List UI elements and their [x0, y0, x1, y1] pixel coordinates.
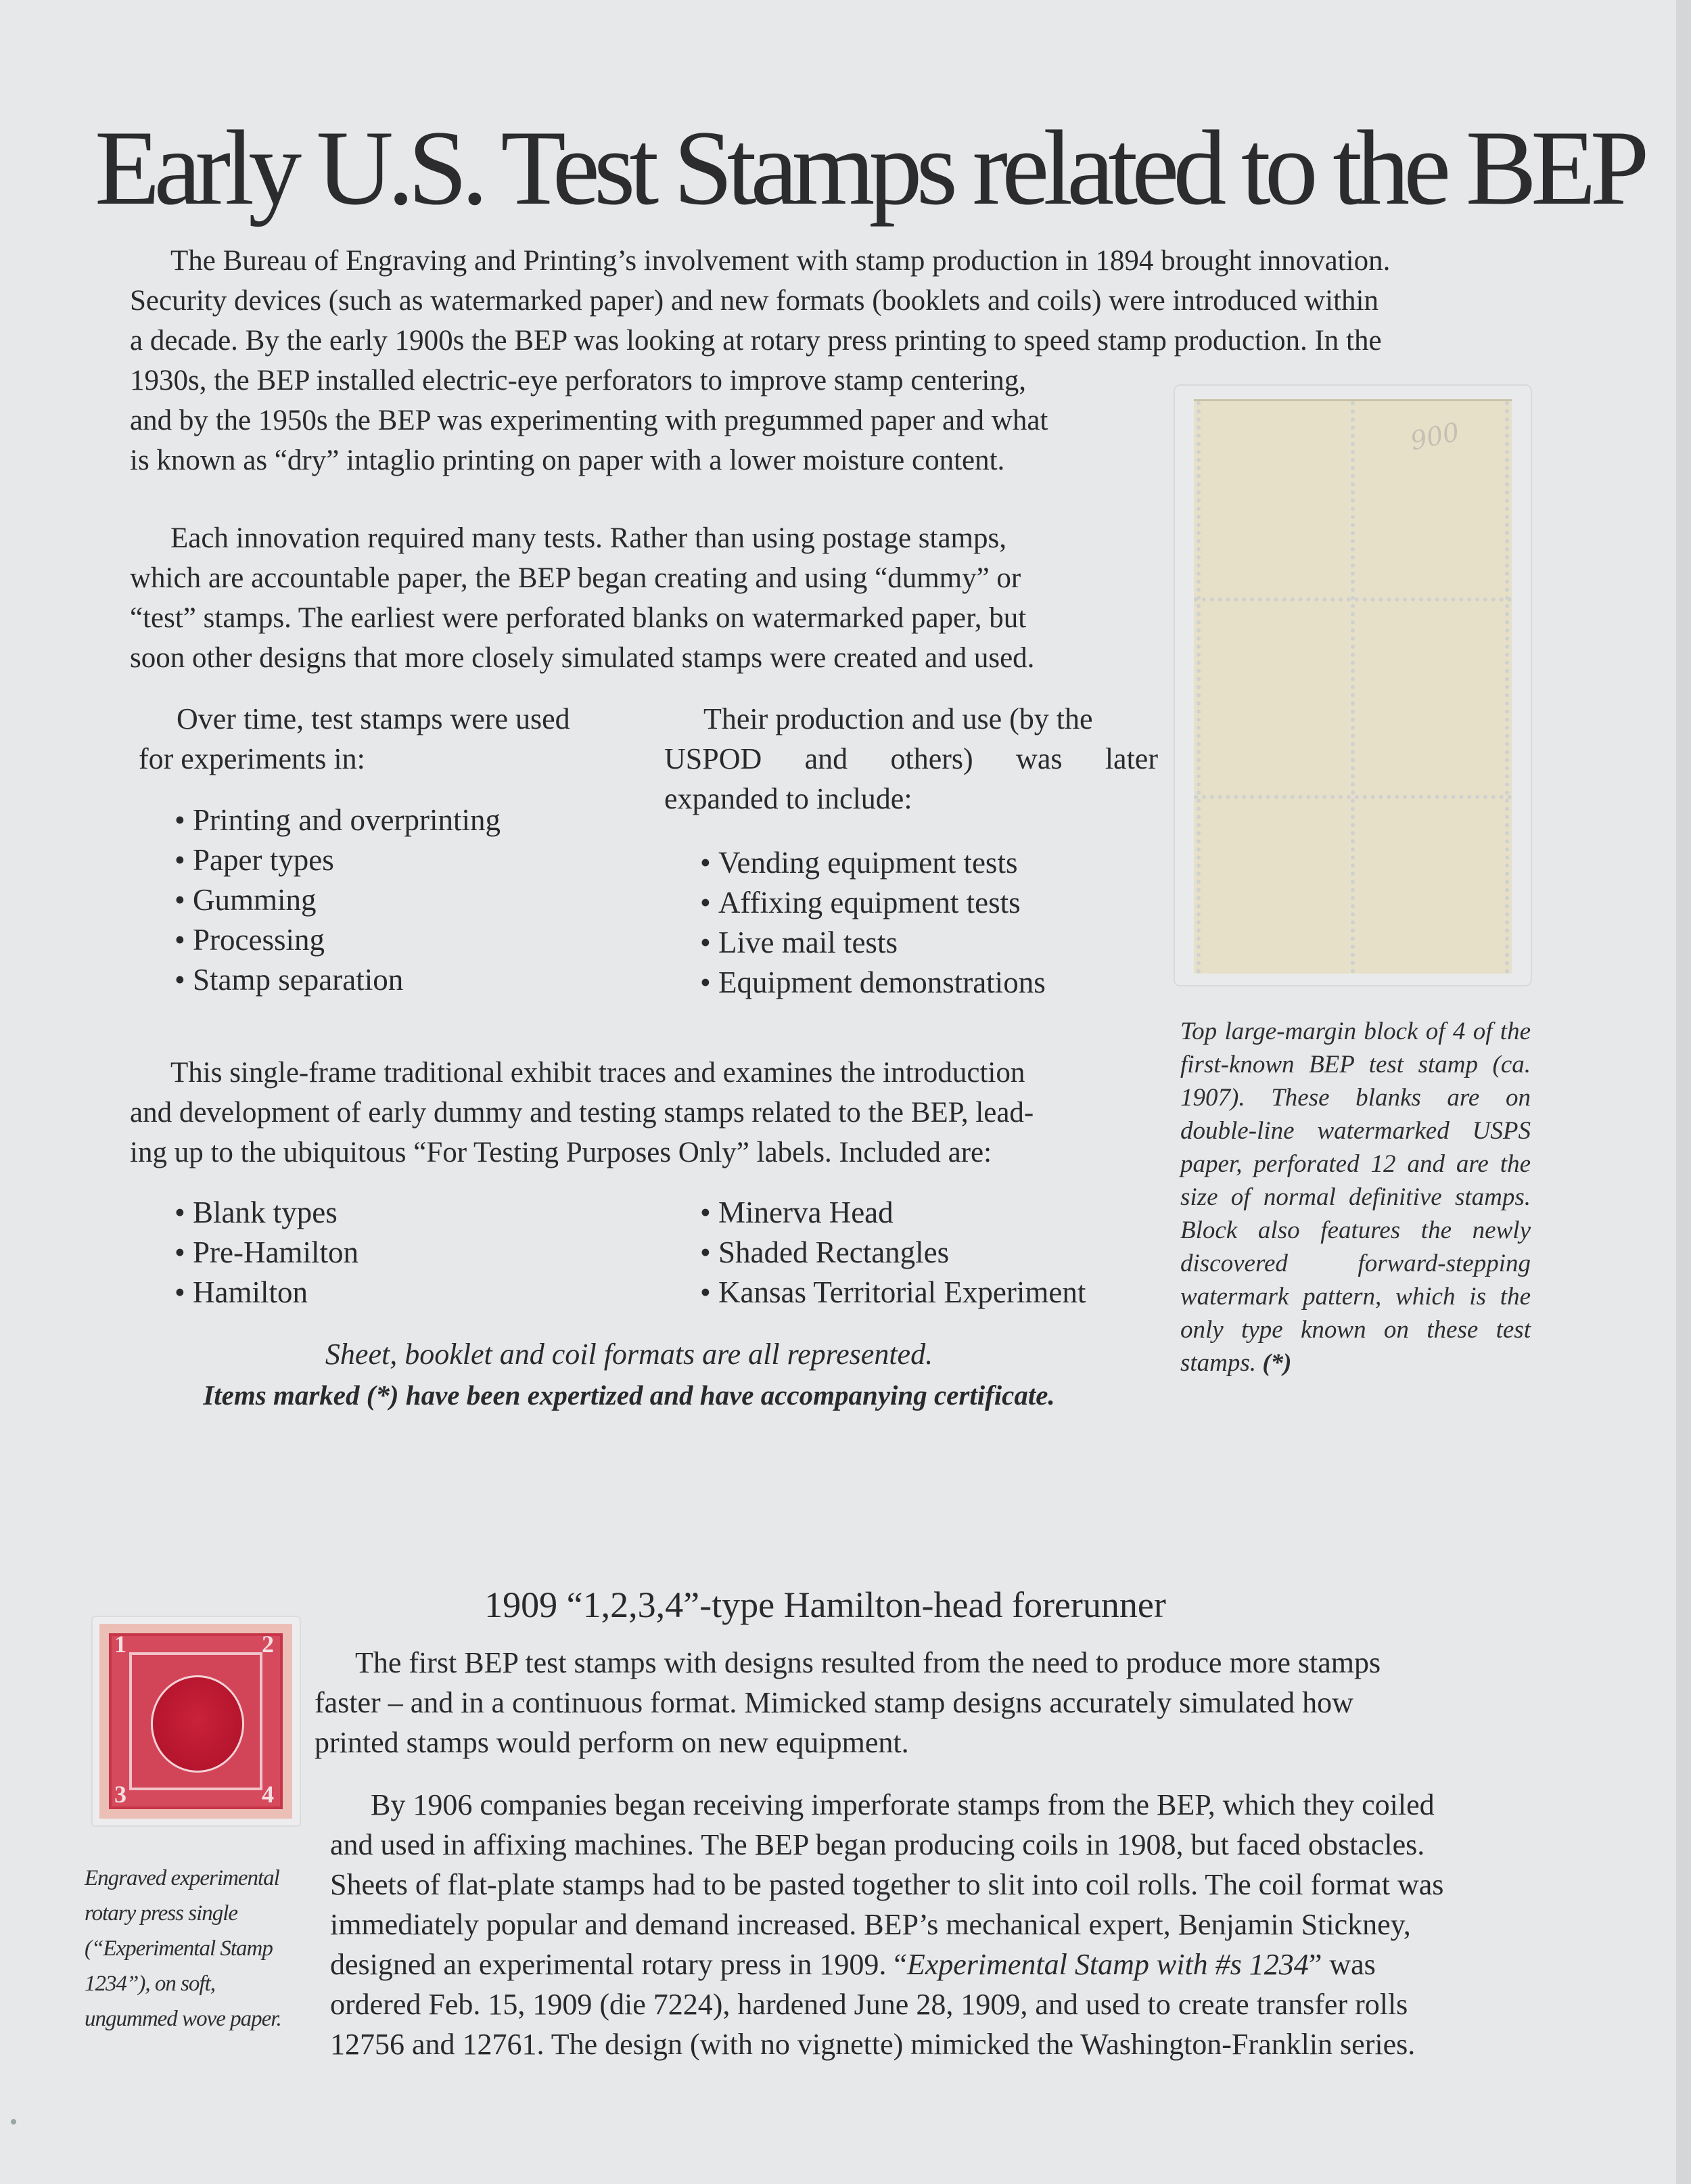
section-paragraph-2 [330, 1785, 1529, 2064]
stamp-paper [99, 1624, 292, 1819]
section-line-part: ” was [1308, 1948, 1376, 1981]
block-caption-text: Top large-margin block of 4 of the first-known BEP test stamp (ca. 1907). These blanks are on double-line watermarked USPS paper, perforated 12 and are the size of normal definitive stamps. Block also features the newly discovered forward-stepping watermark pattern, which is the only type known on these test stamps. [1180, 1018, 1531, 1377]
included-list-left [175, 1193, 358, 1313]
expanded-uses-list [700, 843, 1046, 1003]
list-item: • Processing [175, 920, 501, 960]
intro-line: 1930s, the BEP installed electric-eye perforators to improve stamp centering, [130, 365, 1027, 396]
test-stamp-block-image [1174, 384, 1532, 986]
stamp-number-3: 3 [114, 1781, 126, 1808]
stamp-oval [151, 1675, 244, 1773]
section-line: Sheets of flat-plate stamps had to be pasted together to slit into coil rolls. The coil format was [330, 1868, 1444, 1901]
experiments-intro-line: for experiments in: [139, 742, 365, 775]
expertized-mark: (*) [1262, 1349, 1292, 1377]
page-title: Early U.S. Test Stamps related to the BEP [95, 109, 1644, 227]
intro-line: Security devices (such as watermarked paper) and new formats (booklets and coils) were introduced within [130, 285, 1379, 317]
list-item: • Live mail tests [700, 923, 1046, 963]
expanded-uses-intro-line: USPOD and others) was later [664, 742, 1158, 775]
section-line: and used in affixing machines. The BEP began producing coils in 1908, but faced obstacles. [330, 1828, 1425, 1861]
list-item: • Affixing equipment tests [700, 883, 1046, 923]
perforation-column [1197, 401, 1201, 974]
list-item: • Minerva Head [700, 1193, 1086, 1233]
section-line: 12756 and 12761. The design (with no vignette) mimicked the Washington-Franklin series. [330, 2028, 1416, 2061]
page-edge [1676, 0, 1691, 2184]
section-line: faster – and in a continuous format. Mimicked stamp designs accurately simulated how [315, 1686, 1353, 1719]
perforation-column [1505, 401, 1509, 974]
section-title: 1909 “1,2,3,4”-type Hamilton-head forerunner [484, 1585, 1166, 1625]
list-item: • Pre-Hamilton [175, 1233, 358, 1273]
expanded-uses-intro-line: expanded to include: [664, 782, 912, 815]
stamp-inner-frame [129, 1652, 262, 1790]
section-line: By 1906 companies began receiving imperforate stamps from the BEP, which they coiled [371, 1788, 1435, 1821]
intro-line: The Bureau of Engraving and Printing’s involvement with stamp production in 1894 brought innovation. [170, 245, 1391, 277]
stamp-number-4: 4 [262, 1781, 274, 1808]
exhibit-line: This single-frame traditional exhibit traces and examines the introduction [170, 1057, 1025, 1089]
included-list-right [700, 1193, 1086, 1313]
list-item: • Stamp separation [175, 960, 501, 1000]
stamp-number-1: 1 [114, 1631, 126, 1658]
formats-note: Sheet, booklet and coil formats are all represented. [325, 1338, 933, 1371]
expanded-uses-intro [664, 699, 1158, 819]
list-item: • Gumming [175, 880, 501, 920]
section-line: immediately popular and demand increased. BEP’s mechanical expert, Benjamin Stickney, [330, 1908, 1411, 1941]
intro-paragraph [130, 241, 1535, 361]
exhibit-paragraph [130, 1053, 1138, 1173]
list-item: • Shaded Rectangles [700, 1233, 1086, 1273]
paper-speck [11, 2119, 16, 2124]
list-item: • Kansas Territorial Experiment [700, 1273, 1086, 1313]
stamp-frame [109, 1633, 283, 1809]
section-line: printed stamps would perform on new equipment. [315, 1726, 909, 1759]
section-line: ordered Feb. 15, 1909 (die 7224), hardened June 28, 1909, and used to create transfer rolls [330, 1988, 1408, 2021]
section-line: The first BEP test stamps with designs resulted from the need to produce more stamps [355, 1646, 1381, 1679]
stamp-caption: Engraved experimental rotary press single (“Experimental Stamp 1234”), on soft, ungummed wove paper. [85, 1866, 281, 2031]
experiments-list [175, 800, 501, 1000]
tests-line: “test” stamps. The earliest were perforated blanks on watermarked paper, but [130, 602, 1027, 634]
intro-paragraph-continued [130, 361, 1138, 480]
section-line-part: designed an experimental rotary press in 1909. “ [330, 1948, 907, 1981]
stamp-number-2: 2 [262, 1631, 274, 1658]
tests-line: Each innovation required many tests. Rather than using postage stamps, [170, 522, 1006, 554]
tests-line: soon other designs that more closely simulated stamps were created and used. [130, 642, 1035, 674]
perforation-column [1351, 401, 1355, 974]
intro-line: a decade. By the early 1900s the BEP was looking at rotary press printing to speed stamp production. In the [130, 325, 1382, 357]
tests-line: which are accountable paper, the BEP began creating and using “dummy” or [130, 562, 1021, 594]
list-item: • Blank types [175, 1193, 358, 1233]
intro-line: and by the 1950s the BEP was experimenting with pregummed paper and what [130, 405, 1048, 436]
experiments-intro-line: Over time, test stamps were used [177, 702, 570, 735]
list-item: • Vending equipment tests [700, 843, 1046, 883]
pencil-mark: 900 [1408, 416, 1462, 457]
exhibit-line: and development of early dummy and testing stamps related to the BEP, lead- [130, 1097, 1034, 1129]
expanded-uses-intro-line: Their production and use (by the [703, 702, 1093, 735]
section-paragraph-1 [315, 1643, 1529, 1762]
intro-line: is known as “dry” intaglio printing on paper with a lower moisture content. [130, 445, 1005, 476]
experiments-intro [139, 699, 632, 779]
expertized-note: Items marked (*) have been expertized and have accompanying certificate. [203, 1380, 1055, 1411]
list-item: • Paper types [175, 840, 501, 880]
list-item: • Hamilton [175, 1273, 358, 1313]
list-item: • Printing and overprinting [175, 800, 501, 840]
section-line [330, 1944, 1529, 1984]
tests-paragraph [130, 518, 1138, 678]
section-line-italic: Experimental Stamp with #s 1234 [906, 1948, 1309, 1981]
experimental-stamp-image [91, 1616, 301, 1827]
exhibit-line: ing up to the ubiquitous “For Testing Purposes Only” labels. Included are: [130, 1137, 992, 1168]
list-item: • Equipment demonstrations [700, 963, 1046, 1003]
blank-stamp-block [1194, 399, 1512, 974]
block-caption [1180, 1015, 1531, 1380]
